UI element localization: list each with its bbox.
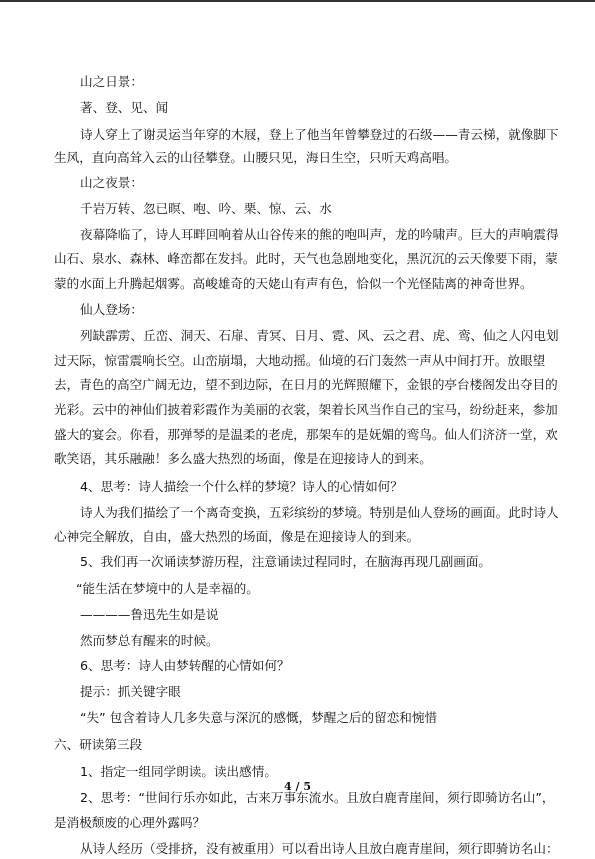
page-top-rule <box>0 0 595 2</box>
answer-2-line: 从诗人经历（受排挤，没有被重用）可以看出诗人且放白鹿青崖间，须行即骑访名山： <box>80 841 559 856</box>
keywords-night-scene: 千岩万转、忽已暝、咆、吟、栗、惊、云、水 <box>80 201 332 216</box>
answer-4-line: 诗人为我们描绘了一个离奇变换，五彩缤纷的梦境。特别是仙人登场的画面。此时诗人 <box>80 505 559 520</box>
answer-4-line: 心神完全解放，自由，盛大热烈的场面，像是在迎接诗人的到来。 <box>54 529 420 544</box>
question-2-continued: 是消极颓废的心理外露吗？ <box>54 815 206 830</box>
text-line: 诗人穿上了谢灵运当年穿的木屐，登上了他当年曾攀登过的石级——青云梯，就像脚下 <box>80 127 559 142</box>
text-line: 蒙的水面上升腾起烟雾。高峻雄奇的天姥山有声有色，恰似一个光怪陆离的神奇世界。 <box>54 276 533 291</box>
quote-line: “能生活在梦境中的人是幸福的。 <box>76 581 259 596</box>
quote-attribution: ————鲁迅先生如是说 <box>80 607 219 622</box>
page-number: 4 / 5 <box>284 780 311 793</box>
text-line: 去，青色的高空广阔无边，望不到边际，在日月的光辉照耀下，金银的亭台楼阁发出夺目的 <box>54 377 558 392</box>
text-line: 盛大的宴会。你看，那弹琴的是温柔的老虎，那架车的是妩媚的鸾鸟。仙人们济济一堂，欢 <box>54 427 558 442</box>
text-line: 歌笑语，其乐融融！多么盛大热烈的场面，像是在迎接诗人的到来。 <box>54 451 432 466</box>
hint-line: 提示：抓关键字眼 <box>80 684 181 699</box>
question-2: 2、思考：“世间行乐亦如此，古来万事东流水。且放白鹿青崖间，须行即骑访名山”， <box>80 790 555 805</box>
heading-day-scene: 山之日景： <box>80 74 143 89</box>
heading-night-scene: 山之夜景： <box>80 175 143 190</box>
heading-immortals: 仙人登场： <box>80 302 143 317</box>
keywords-day-scene: 著、登、见、闻 <box>80 100 169 115</box>
keyword-explanation: “失” 包含着诗人几多失意与深沉的感慨，梦醒之后的留恋和惋惜 <box>80 710 438 725</box>
text-line: 然而梦总有醒来的时候。 <box>80 633 219 648</box>
question-4: 4、思考：诗人描绘一个什么样的梦境？诗人的心情如何？ <box>80 479 403 494</box>
text-line: 山石、泉水、森林、峰峦都在发抖。此时，天气也急剧地变化，黑沉沉的云天像要下雨，蒙 <box>54 251 558 266</box>
text-line: 夜幕降临了，诗人耳畔回响着从山谷传来的熊的咆叫声，龙的吟啸声。巨大的声响震得 <box>80 227 559 242</box>
text-line: 生风，直向高耸入云的山径攀登。山腰只见，海日生空，只听天鸡高唱。 <box>54 150 457 165</box>
text-line: 光彩。云中的神仙们披着彩霞作为美丽的衣裳，架着长风当作自己的宝马，纷纷赶来，参加 <box>54 402 558 417</box>
step-5: 5、我们再一次诵读梦游历程，注意诵读过程同时，在脑海再现几副画面。 <box>80 554 492 569</box>
step-1: 1、指定一组同学朗读。读出感情。 <box>80 764 277 779</box>
text-line: 过天际，惊雷震响长空。山峦崩塌，大地动摇。仙境的石门轰然一声从中间打开。放眼望 <box>54 353 546 368</box>
question-6: 6、思考：诗人由梦转醒的心情如何？ <box>80 658 290 673</box>
keywords-immortals: 列缺霹雳、丘峦、洞天、石扉、青冥、日月、霓、风、云之君、虎、鸾、仙之人闪电划 <box>80 328 559 343</box>
section-heading-part-6: 六、研读第三段 <box>54 737 143 752</box>
